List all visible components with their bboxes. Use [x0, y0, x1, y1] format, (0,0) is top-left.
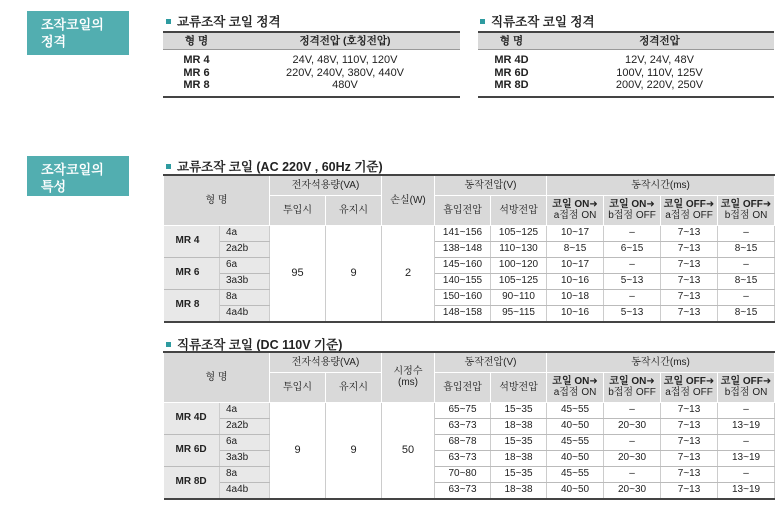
hdr-pickup: 흡입전압: [435, 195, 491, 225]
t4-cell: 8~15: [718, 305, 775, 322]
t4-cell: 13~19: [718, 482, 775, 499]
hdr-t4: 코일 OFF➜ b접점 ON: [718, 372, 775, 402]
t1-cell: 45~55: [547, 402, 604, 418]
release-cell: 105~125: [491, 273, 547, 289]
t2-cell: –: [604, 257, 661, 273]
contact-cell: 3a3b: [220, 273, 270, 289]
bullet-icon: [166, 342, 171, 347]
hdr-model: 형 명: [164, 352, 270, 402]
pickup-cell: 63~73: [435, 450, 491, 466]
pickup-cell: 63~73: [435, 482, 491, 499]
model-list: MR 4D MR 6D MR 8D: [478, 50, 545, 97]
model-cell: MR 4D: [164, 402, 220, 434]
t1-cell: 10~18: [547, 289, 604, 305]
rating-tag-line1: 조작코일의: [41, 17, 104, 32]
dc-char-table: [163, 351, 775, 500]
hold-cell: 9: [326, 225, 382, 322]
bullet-icon: [166, 164, 171, 169]
t1-cell: 40~50: [547, 418, 604, 434]
pickup-cell: 68~78: [435, 434, 491, 450]
hdr-hold: 유지시: [326, 195, 382, 225]
t3-cell: 7~13: [661, 225, 718, 241]
col-model: 형 명: [163, 32, 230, 50]
model-cell: MR 8D: [164, 466, 220, 499]
hdr-model: 형 명: [164, 175, 270, 225]
hold-cell: 9: [326, 402, 382, 499]
hdr-time-constant: 시정수 (ms): [382, 352, 435, 402]
t2-cell: 20~30: [604, 450, 661, 466]
bullet-icon: [480, 19, 485, 24]
t3-cell: 7~13: [661, 289, 718, 305]
t3-cell: 7~13: [661, 466, 718, 482]
contact-cell: 2a2b: [220, 241, 270, 257]
release-cell: 18~38: [491, 450, 547, 466]
rating-tag: [27, 11, 129, 55]
hdr-op-voltage: 동작전압(V): [435, 175, 547, 195]
voltage-list: 24V, 48V, 110V, 120V 220V, 240V, 380V, 440V 480V: [230, 50, 460, 97]
t1-cell: 10~17: [547, 225, 604, 241]
t2-cell: 5~13: [604, 305, 661, 322]
release-cell: 15~35: [491, 466, 547, 482]
table-row: [164, 434, 775, 450]
t4-cell: 13~19: [718, 450, 775, 466]
release-cell: 110~130: [491, 241, 547, 257]
hdr-release: 석방전압: [491, 195, 547, 225]
hdr-release: 석방전압: [491, 372, 547, 402]
contact-cell: 8a: [220, 466, 270, 482]
t3-cell: 7~13: [661, 434, 718, 450]
hdr-op-voltage: 동작전압(V): [435, 352, 547, 372]
t2-cell: –: [604, 225, 661, 241]
contact-cell: 4a: [220, 225, 270, 241]
t3-cell: 7~13: [661, 305, 718, 322]
t4-cell: 8~15: [718, 273, 775, 289]
hdr-loss: 손실(W): [382, 175, 435, 225]
contact-cell: 4a4b: [220, 482, 270, 499]
table-row: [164, 466, 775, 482]
t4-cell: –: [718, 402, 775, 418]
t3-cell: 7~13: [661, 402, 718, 418]
release-cell: 18~38: [491, 418, 547, 434]
t3-cell: 7~13: [661, 450, 718, 466]
t2-cell: –: [604, 434, 661, 450]
t1-cell: 45~55: [547, 434, 604, 450]
rating-tag-line2: 정격: [41, 34, 67, 49]
hdr-hold: 유지시: [326, 372, 382, 402]
dc-char-title: 직류조작 코일 (DC 110V 기준): [166, 335, 342, 353]
t2-cell: –: [604, 402, 661, 418]
pickup-cell: 145~160: [435, 257, 491, 273]
model-cell: MR 6: [164, 257, 220, 289]
t2-cell: 20~30: [604, 418, 661, 434]
t1-cell: 10~16: [547, 273, 604, 289]
pickup-cell: 63~73: [435, 418, 491, 434]
release-cell: 90~110: [491, 289, 547, 305]
contact-cell: 6a: [220, 434, 270, 450]
release-cell: 15~35: [491, 402, 547, 418]
ac-char-title: 교류조작 코일 (AC 220V , 60Hz 기준): [166, 157, 383, 175]
ac-rating-table: [163, 31, 460, 98]
pickup-cell: 65~75: [435, 402, 491, 418]
t1-cell: 10~17: [547, 257, 604, 273]
table-row: [164, 289, 775, 305]
characteristics-tag: [27, 156, 129, 196]
contact-cell: 3a3b: [220, 450, 270, 466]
model-list: MR 4 MR 6 MR 8: [163, 50, 230, 97]
characteristics-tag-line1: 조작코일의: [41, 162, 104, 177]
dc-rating-title: 직류조작 코일 정격: [480, 12, 595, 30]
pickup-cell: 141~156: [435, 225, 491, 241]
t1-cell: 10~16: [547, 305, 604, 322]
bullet-icon: [166, 19, 171, 24]
t1-cell: 40~50: [547, 482, 604, 499]
release-cell: 18~38: [491, 482, 547, 499]
contact-cell: 6a: [220, 257, 270, 273]
t2-cell: –: [604, 289, 661, 305]
release-cell: 100~120: [491, 257, 547, 273]
contact-cell: 4a: [220, 402, 270, 418]
release-cell: 95~115: [491, 305, 547, 322]
table-row: [164, 225, 775, 241]
t4-cell: 13~19: [718, 418, 775, 434]
hdr-t2: 코일 ON➜ b접점 OFF: [604, 372, 661, 402]
t4-cell: –: [718, 434, 775, 450]
hdr-power: 전자석용량(VA): [270, 175, 382, 195]
hdr-op-time: 동작시간(ms): [547, 175, 775, 195]
hdr-t3: 코일 OFF➜ a접점 OFF: [661, 195, 718, 225]
model-cell: MR 8: [164, 289, 220, 322]
t1-cell: 8~15: [547, 241, 604, 257]
table-row: [164, 402, 775, 418]
ac-char-table: [163, 174, 775, 323]
release-cell: 105~125: [491, 225, 547, 241]
t2-cell: –: [604, 466, 661, 482]
hdr-t2: 코일 ON➜ b접점 OFF: [604, 195, 661, 225]
inrush-cell: 95: [270, 225, 326, 322]
table-row: [164, 482, 775, 499]
table-row: [164, 305, 775, 322]
pickup-cell: 148~158: [435, 305, 491, 322]
dc-char-body: [164, 402, 775, 499]
hdr-t1: 코일 ON➜ a접점 ON: [547, 195, 604, 225]
pickup-cell: 138~148: [435, 241, 491, 257]
hdr-t4: 코일 OFF➜ b접점 ON: [718, 195, 775, 225]
t4-cell: 8~15: [718, 241, 775, 257]
model-cell: MR 4: [164, 225, 220, 257]
hdr-pickup: 흡입전압: [435, 372, 491, 402]
t3-cell: 7~13: [661, 418, 718, 434]
table-row: [164, 257, 775, 273]
inrush-cell: 9: [270, 402, 326, 499]
dc-rating-table: [478, 31, 774, 98]
hdr-op-time: 동작시간(ms): [547, 352, 775, 372]
t2-cell: 6~15: [604, 241, 661, 257]
t4-cell: –: [718, 289, 775, 305]
t1-cell: 45~55: [547, 466, 604, 482]
model-cell: MR 6D: [164, 434, 220, 466]
voltage-list: 12V, 24V, 48V 100V, 110V, 125V 200V, 220V, 250V: [545, 50, 774, 97]
loss-cell: 50: [382, 402, 435, 499]
pickup-cell: 140~155: [435, 273, 491, 289]
col-voltage: 정격전압: [545, 32, 774, 50]
characteristics-tag-line2: 특성: [41, 179, 67, 194]
t2-cell: 20~30: [604, 482, 661, 499]
table-row: [164, 450, 775, 466]
col-model: 형 명: [478, 32, 545, 50]
col-voltage: 정격전압 (호칭전압): [230, 32, 460, 50]
table-row: [164, 418, 775, 434]
pickup-cell: 70~80: [435, 466, 491, 482]
hdr-power: 전자석용량(VA): [270, 352, 382, 372]
ac-char-body: [164, 225, 775, 322]
hdr-inrush: 투입시: [270, 372, 326, 402]
pickup-cell: 150~160: [435, 289, 491, 305]
t4-cell: –: [718, 466, 775, 482]
contact-cell: 4a4b: [220, 305, 270, 322]
contact-cell: 2a2b: [220, 418, 270, 434]
table-row: [164, 241, 775, 257]
table-row: [164, 273, 775, 289]
t3-cell: 7~13: [661, 482, 718, 499]
hdr-t1: 코일 ON➜ a접점 ON: [547, 372, 604, 402]
t4-cell: –: [718, 257, 775, 273]
t3-cell: 7~13: [661, 241, 718, 257]
loss-cell: 2: [382, 225, 435, 322]
contact-cell: 8a: [220, 289, 270, 305]
hdr-t3: 코일 OFF➜ a접점 OFF: [661, 372, 718, 402]
ac-rating-title: 교류조작 코일 정격: [166, 12, 281, 30]
t1-cell: 40~50: [547, 450, 604, 466]
t3-cell: 7~13: [661, 273, 718, 289]
release-cell: 15~35: [491, 434, 547, 450]
hdr-inrush: 투입시: [270, 195, 326, 225]
t2-cell: 5~13: [604, 273, 661, 289]
t3-cell: 7~13: [661, 257, 718, 273]
t4-cell: –: [718, 225, 775, 241]
